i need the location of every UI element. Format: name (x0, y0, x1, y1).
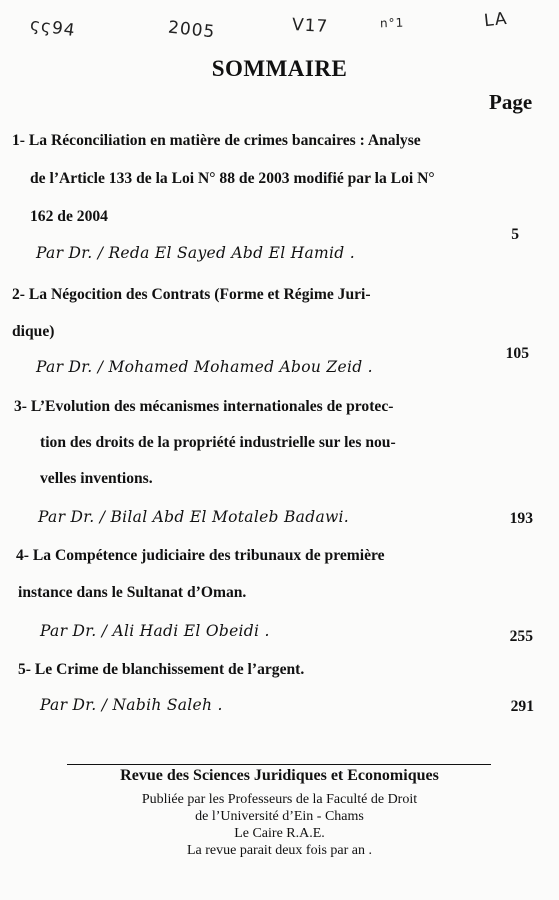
entry-title-line: 162 de 2004 (30, 208, 108, 225)
entry-author: Par Dr. / Ali Hadi El Obeidi . (40, 622, 270, 640)
entry-title-line: 3- L’Evolution des mécanismes internationales de protec- (14, 398, 394, 415)
journal-title: Revue des Sciences Juridiques et Economiques (120, 767, 439, 784)
handwritten-note: V17 (291, 15, 329, 37)
entry-title-line: 1- La Réconciliation en matière de crimes bancaires : Analyse (12, 132, 421, 149)
university-line: de l’Université d’Ein - Chams (195, 809, 364, 824)
entry-title-line: 4- La Compétence judiciaire des tribunaux de première (16, 547, 385, 564)
entry-author: Par Dr. / Bilal Abd El Motaleb Badawi. (38, 508, 350, 526)
handwritten-note: n°1 (379, 15, 405, 31)
entry-page-number: 193 (509, 510, 533, 527)
handwritten-note: 2005 (167, 17, 217, 43)
entry-title-line: instance dans le Sultanat d’Oman. (18, 584, 247, 601)
city-line: Le Caire R.A.E. (234, 826, 325, 841)
entry-page-number: 105 (505, 345, 529, 362)
entry-author: Par Dr. / Nabih Saleh . (40, 696, 223, 714)
entry-title-line: dique) (12, 323, 55, 340)
entry-title-line: tion des droits de la propriété industrielle sur les nou- (40, 434, 396, 451)
handwritten-note: LA (483, 8, 509, 32)
entry-author: Par Dr. / Reda El Sayed Abd El Hamid . (36, 244, 355, 262)
page-title: SOMMAIRE (211, 56, 348, 81)
entry-author: Par Dr. / Mohamed Mohamed Abou Zeid . (36, 358, 373, 376)
handwritten-note: ςς94 (28, 14, 77, 42)
entry-title-line: de l’Article 133 de la Loi N° 88 de 2003 modifié par la Loi N° (30, 170, 435, 187)
entry-page-number: 255 (509, 628, 533, 645)
footer-divider (67, 764, 491, 765)
publisher-line: Publiée par les Professeurs de la Faculté de Droit (141, 792, 418, 807)
entry-title-line: 5- Le Crime de blanchissement de l’argent. (18, 661, 305, 678)
entry-page-number: 291 (510, 698, 534, 715)
page-column-heading: Page (489, 90, 533, 114)
frequency-line: La revue parait deux fois par an . (186, 843, 373, 858)
entry-title-line: 2- La Négocition des Contrats (Forme et Régime Juri- (12, 286, 371, 303)
entry-page-number: 5 (511, 226, 519, 243)
entry-title-line: velles inventions. (40, 470, 153, 487)
